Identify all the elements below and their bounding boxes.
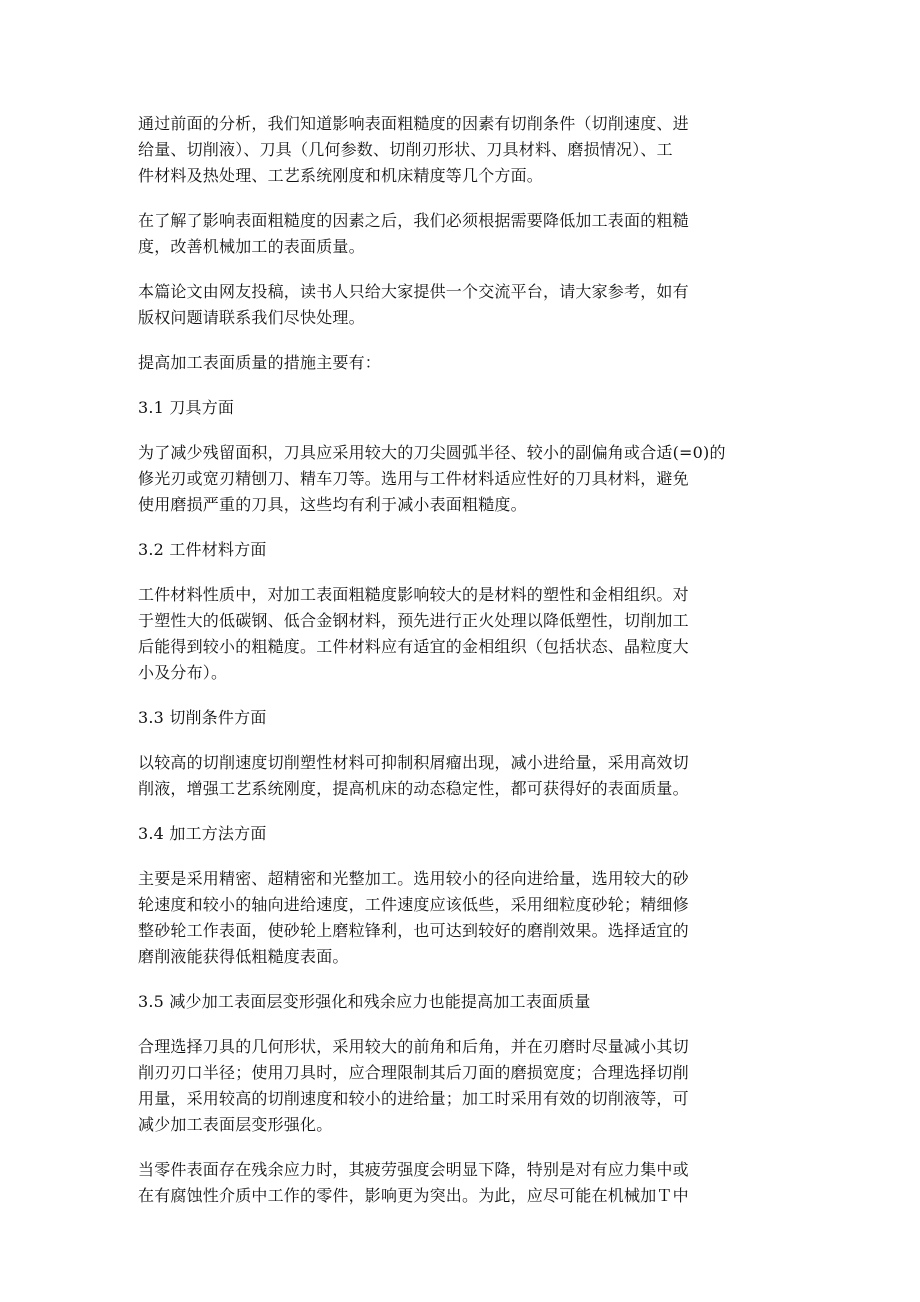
- section-heading: 3.4 加工方法方面: [138, 824, 267, 843]
- paragraph-line: 削液，增强工艺系统刚度，提高机床的动态稳定性，都可获得好的表面质量。: [138, 779, 689, 798]
- paragraph-line: 削刃刃口半径；使用刀具时，应合理限制其后刀面的磨损宽度；合理选择切削: [138, 1063, 689, 1082]
- paragraph-line: 磨削液能获得低粗糙度表面。: [138, 947, 349, 966]
- paragraph: [138, 1034, 818, 1138]
- paragraph: [138, 208, 818, 260]
- paragraph-line: 于塑性大的低碳钢、低合金钢材料，预先进行正火处理以降低塑性，切削加工: [138, 611, 689, 630]
- paragraph: [138, 582, 818, 686]
- paragraph: [138, 750, 818, 802]
- paragraph-line: 通过前面的分析，我们知道影响表面粗糙度的因素有切削条件（切削速度、进: [138, 114, 689, 133]
- paragraph-line: 小及分布）。: [138, 663, 228, 682]
- paragraph: [138, 111, 818, 189]
- paragraph-line: 为了减少残留面积，刀具应采用较大的刀尖圆弧半径、较小的副偏角或合适(=0)的: [138, 443, 726, 462]
- paragraph-line: 提高加工表面质量的措施主要有：: [138, 353, 382, 372]
- paragraph-line: 件材料及热处理、工艺系统刚度和机床精度等几个方面。: [138, 166, 544, 185]
- paragraph: [138, 866, 818, 970]
- section-heading: 3.1 刀具方面: [138, 398, 235, 417]
- paragraph-line: 在有腐蚀性介质中工作的零件，影响更为突出。为此，应尽可能在机械加Ｔ中: [138, 1186, 689, 1205]
- paragraph-line: 减少加工表面层变形强化。: [138, 1115, 333, 1134]
- paragraph-line: 用量，采用较高的切削速度和较小的进给量；加工时采用有效的切削液等，可: [138, 1089, 689, 1108]
- paragraph-line: 后能得到较小的粗糙度。工件材料应有适宜的金相组织（包括状态、晶粒度大: [138, 637, 689, 656]
- paragraph-line: 度，改善机械加工的表面质量。: [138, 237, 365, 256]
- paragraph-line: 主要是采用精密、超精密和光整加工。选用较小的径向进给量，选用较大的砂: [138, 869, 689, 888]
- paragraph-line: 在了解了影响表面粗糙度的因素之后，我们必须根据需要降低加工表面的粗糙: [138, 211, 689, 230]
- paragraph-line: 本篇论文由网友投稿，读书人只给大家提供一个交流平台，请大家参考，如有: [138, 282, 689, 301]
- section-heading: 3.2 工件材料方面: [138, 540, 267, 559]
- paragraph-line: 以较高的切削速度切削塑性材料可抑制积屑瘤出现，减小进给量，采用高效切: [138, 753, 689, 772]
- paragraph-line: 轮速度和较小的轴向进给速度，工件速度应该低些，采用细粒度砂轮；精细修: [138, 895, 689, 914]
- paragraph-line: 版权问题请联系我们尽快处理。: [138, 308, 365, 327]
- section-heading: 3.3 切削条件方面: [138, 708, 267, 727]
- paragraph-line: 整砂轮工作表面，使砂轮上磨粒锋利，也可达到较好的磨削效果。选择适宜的: [138, 921, 689, 940]
- paragraph: [138, 440, 818, 518]
- paragraph-line: 合理选择刀具的几何形状，采用较大的前角和后角，并在刃磨时尽量减小其切: [138, 1037, 689, 1056]
- document-body: [138, 111, 818, 1228]
- paragraph-line: 当零件表面存在残余应力时，其疲劳强度会明显下降，特别是对有应力集中或: [138, 1160, 689, 1179]
- paragraph: [138, 1157, 818, 1209]
- paragraph-line: 使用磨损严重的刀具，这些均有利于减小表面粗糙度。: [138, 495, 527, 514]
- paragraph-line: 修光刃或宽刃精刨刀、精车刀等。选用与工件材料适应性好的刀具材料，避免: [138, 469, 689, 488]
- paragraph: [138, 350, 818, 376]
- paragraph-line: 工件材料性质中，对加工表面粗糙度影响较大的是材料的塑性和金相组织。对: [138, 585, 689, 604]
- section-heading: 3.5 减少加工表面层变形强化和残余应力也能提高加工表面质量: [138, 992, 591, 1011]
- paragraph-line: 给量、切削液）、刀具（几何参数、切削刃形状、刀具材料、磨损情况）、工: [138, 140, 673, 159]
- paragraph: [138, 279, 818, 331]
